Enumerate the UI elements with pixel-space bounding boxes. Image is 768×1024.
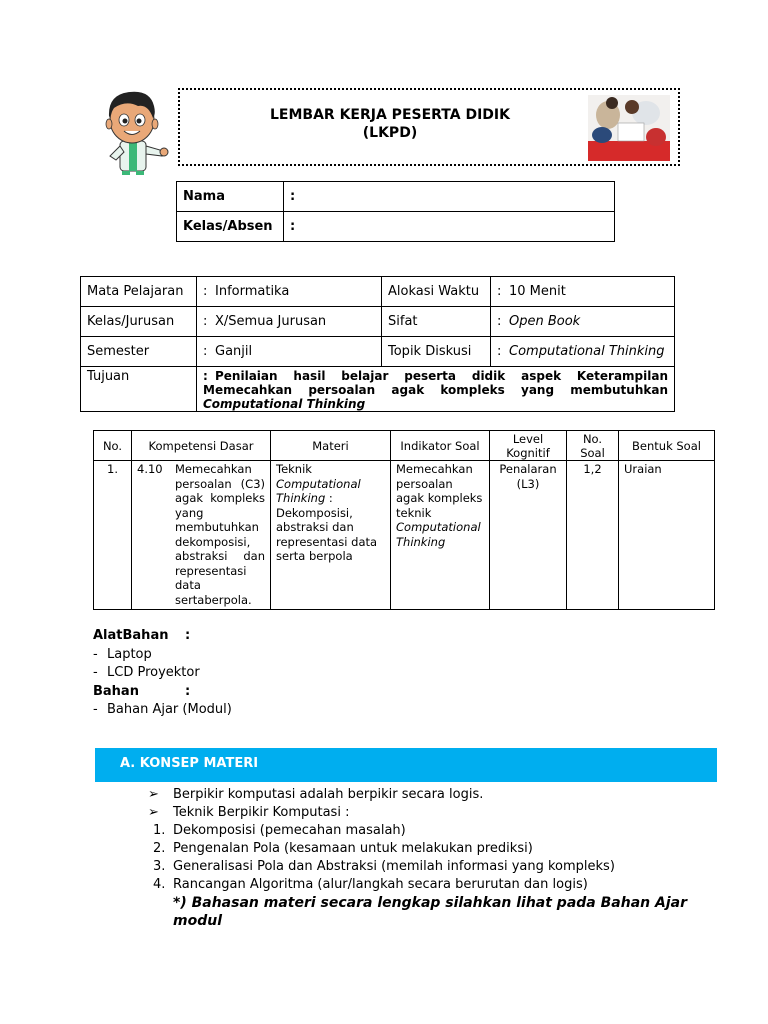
indikator-a: Memecahkan persoalan agak kompleks teknik bbox=[396, 462, 483, 520]
nama-label: Nama bbox=[177, 182, 284, 212]
bullet-text: Berpikir komputasi adalah berpikir secara logis. bbox=[173, 787, 484, 802]
title-line-2: (LKPD) bbox=[362, 125, 418, 141]
header-level: Level Kognitif bbox=[490, 431, 567, 461]
section-header-konsep-materi: A. KONSEP MATERI bbox=[95, 748, 717, 782]
title-line-1: LEMBAR KERJA PESERTA DIDIK bbox=[270, 107, 510, 123]
info-table bbox=[80, 276, 675, 412]
info-row-tujuan bbox=[81, 367, 675, 412]
colon: : bbox=[203, 369, 208, 383]
list-item bbox=[148, 822, 688, 840]
mapel-label: Mata Pelajaran bbox=[81, 277, 197, 307]
bahan-colon: : bbox=[185, 683, 191, 699]
bullet-item bbox=[148, 786, 688, 804]
sifat-label: Sifat bbox=[382, 307, 491, 337]
kd-text: Memecahkan persoalan (C3) agak kompleks yang membutuhkan dekomposisi, abstraksi dan representasi data sertaberpola. bbox=[175, 462, 265, 607]
bahan-heading bbox=[93, 683, 232, 702]
info-row-kelas bbox=[81, 307, 675, 337]
table-row bbox=[94, 461, 715, 610]
kelas-value: X/Semua Jurusan bbox=[215, 314, 327, 329]
colon: : bbox=[203, 344, 208, 359]
cell-no-soal: 1,2 bbox=[567, 461, 619, 610]
colon: : bbox=[203, 314, 208, 329]
title-box bbox=[178, 88, 680, 166]
cell-kompetensi bbox=[132, 461, 271, 610]
kelas-label: Kelas/Jurusan bbox=[81, 307, 197, 337]
indikator-b: Computational Thinking bbox=[396, 520, 481, 549]
header-bentuk: Bentuk Soal bbox=[619, 431, 715, 461]
kelas-absen-label: Kelas/Absen bbox=[177, 212, 284, 242]
alat-colon: : bbox=[185, 628, 191, 643]
list-item bbox=[93, 664, 232, 683]
nama-colon: : bbox=[290, 189, 296, 204]
kelas-absen-field[interactable] bbox=[284, 212, 615, 242]
colon: : bbox=[497, 314, 502, 329]
step-number: 3. bbox=[153, 859, 166, 874]
kd-header-row bbox=[94, 431, 715, 461]
mapel-cell bbox=[197, 277, 382, 307]
tujuan-value-b: Computational Thinking bbox=[203, 397, 366, 411]
sifat-cell bbox=[491, 307, 675, 337]
step-text: Rancangan Algoritma (alur/langkah secara berurutan dan logis) bbox=[173, 877, 588, 892]
colon: : bbox=[497, 284, 502, 299]
list-item bbox=[148, 876, 688, 894]
kompetensi-table bbox=[93, 430, 715, 610]
step-text: Dekomposisi (pemecahan masalah) bbox=[173, 823, 406, 838]
step-number: 2. bbox=[153, 841, 166, 856]
step-number: 1. bbox=[153, 823, 166, 838]
semester-value: Ganjil bbox=[215, 344, 253, 359]
alokasi-cell bbox=[491, 277, 675, 307]
topik-value: Computational Thinking bbox=[509, 344, 665, 359]
tujuan-cell bbox=[197, 367, 675, 412]
materi-c: : Dekomposisi, abstraksi dan representasi data serta berpola bbox=[276, 491, 378, 563]
kelas-absen-row bbox=[177, 212, 615, 242]
tujuan-label: Tujuan bbox=[81, 367, 197, 412]
step-number: 4. bbox=[153, 877, 166, 892]
mascot-illustration bbox=[92, 86, 172, 176]
header-no-soal: No. Soal bbox=[567, 431, 619, 461]
kelas-absen-colon: : bbox=[290, 219, 296, 234]
header-kompetensi: Kompetensi Dasar bbox=[132, 431, 271, 461]
cell-materi bbox=[271, 461, 391, 610]
konsep-materi-content bbox=[148, 786, 688, 930]
topik-cell bbox=[491, 337, 675, 367]
cell-no: 1. bbox=[94, 461, 132, 610]
bahan-label: Bahan bbox=[93, 683, 139, 699]
alat-item-laptop: Laptop bbox=[107, 646, 152, 662]
alat-label: AlatBahan bbox=[93, 628, 169, 643]
dash: - bbox=[93, 702, 98, 717]
sifat-value: Open Book bbox=[509, 314, 581, 329]
nama-row bbox=[177, 182, 615, 212]
cell-bentuk: Uraian bbox=[619, 461, 715, 610]
cell-level: Penalaran (L3) bbox=[490, 461, 567, 610]
nama-field[interactable] bbox=[284, 182, 615, 212]
step-text: Generalisasi Pola dan Abstraksi (memilah informasi yang kompleks) bbox=[173, 859, 615, 874]
step-text: Pengenalan Pola (kesamaan untuk melakukan prediksi) bbox=[173, 841, 533, 856]
identity-table bbox=[176, 181, 615, 242]
info-row-semester bbox=[81, 337, 675, 367]
alat-item-lcd: LCD Proyektor bbox=[107, 665, 200, 680]
materi-a: Teknik bbox=[276, 462, 312, 476]
colon: : bbox=[497, 344, 502, 359]
students-photo bbox=[588, 95, 670, 161]
list-item bbox=[148, 840, 688, 858]
document-title bbox=[180, 106, 600, 142]
list-item bbox=[93, 646, 232, 665]
topik-label: Topik Diskusi bbox=[382, 337, 491, 367]
tujuan-value bbox=[203, 369, 668, 411]
alat-bahan-section bbox=[93, 627, 232, 720]
tujuan-value-a: Penilaian hasil belajar peserta didik aspek Keterampilan Memecahkan persoalan agak kompleks yang membutuhkan bbox=[203, 369, 668, 397]
mapel-value: Informatika bbox=[215, 284, 290, 299]
materi-b: Computational Thinking bbox=[276, 476, 361, 505]
info-row-mapel bbox=[81, 277, 675, 307]
note-text: *) Bahasan materi secara lengkap silahkan lihat pada Bahan Ajar modul bbox=[173, 895, 687, 929]
kd-number: 4.10 bbox=[137, 462, 163, 476]
list-item bbox=[148, 858, 688, 876]
dash: - bbox=[93, 646, 98, 662]
header-no: No. bbox=[94, 431, 132, 461]
arrow-bullet-icon: ➢ bbox=[148, 805, 159, 820]
list-item bbox=[93, 701, 232, 720]
alat-heading bbox=[93, 627, 232, 646]
arrow-bullet-icon: ➢ bbox=[148, 787, 159, 802]
alokasi-value: 10 Menit bbox=[509, 284, 566, 299]
alokasi-label: Alokasi Waktu bbox=[382, 277, 491, 307]
kelas-cell bbox=[197, 307, 382, 337]
bahan-item-modul: Bahan Ajar (Modul) bbox=[107, 702, 232, 717]
dash: - bbox=[93, 665, 98, 680]
semester-cell bbox=[197, 337, 382, 367]
bullet-text: Teknik Berpikir Komputasi : bbox=[173, 805, 350, 820]
bullet-item bbox=[148, 804, 688, 822]
header-materi: Materi bbox=[271, 431, 391, 461]
colon: : bbox=[203, 284, 208, 299]
cell-indikator bbox=[391, 461, 490, 610]
header-indikator: Indikator Soal bbox=[391, 431, 490, 461]
semester-label: Semester bbox=[81, 337, 197, 367]
